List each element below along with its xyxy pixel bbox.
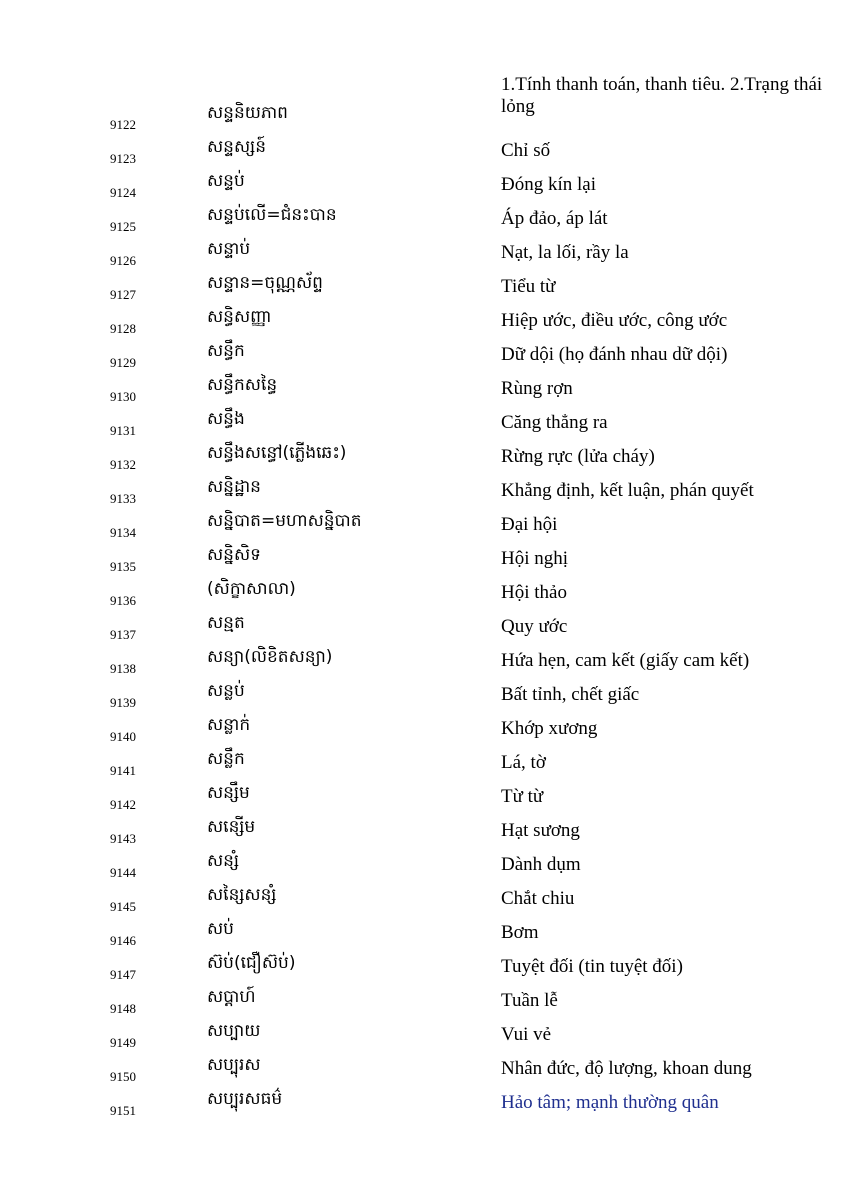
entry-number: 9143 bbox=[110, 831, 136, 846]
vietnamese-meaning: Bơm bbox=[501, 922, 539, 943]
khmer-term: សន្លាក់ bbox=[207, 715, 251, 735]
vietnamese-meaning: Hứa hẹn, cam kết (giấy cam kết) bbox=[501, 650, 750, 671]
entry-9139 bbox=[0, 682, 848, 716]
entry-9124 bbox=[0, 172, 848, 206]
khmer-term: សន្ធឹក bbox=[207, 341, 245, 361]
entry-number: 9141 bbox=[110, 763, 136, 778]
vietnamese-meaning: Khớp xương bbox=[501, 718, 598, 739]
khmer-term: សន្លឹក bbox=[207, 749, 245, 769]
vietnamese-meaning: Hội nghị bbox=[501, 548, 569, 569]
khmer-term: សប្តាហ៍ bbox=[207, 987, 256, 1007]
entry-9142 bbox=[0, 784, 848, 818]
khmer-term: សន្និបាត=មហាសន្និបាត bbox=[207, 511, 362, 531]
entry-number: 9132 bbox=[110, 457, 136, 472]
entry-number: 9150 bbox=[110, 1069, 136, 1084]
khmer-term: សប្បុរស bbox=[207, 1055, 261, 1075]
vietnamese-meaning: Đại hội bbox=[501, 514, 558, 535]
entry-9130 bbox=[0, 376, 848, 410]
entry-9147 bbox=[0, 954, 848, 988]
entry-9151 bbox=[0, 1090, 848, 1124]
entry-number: 9149 bbox=[110, 1035, 136, 1050]
vietnamese-meaning: Căng thẳng ra bbox=[501, 412, 608, 433]
entry-number: 9128 bbox=[110, 321, 136, 336]
entry-9140 bbox=[0, 716, 848, 750]
vietnamese-meaning: Dành dụm bbox=[501, 854, 581, 875]
khmer-term: សន្មត bbox=[207, 613, 245, 633]
vietnamese-meaning-link[interactable]: Hảo tâm; mạnh thường quân bbox=[501, 1092, 719, 1113]
vietnamese-meaning: Quy ước bbox=[501, 616, 568, 637]
entry-9126 bbox=[0, 240, 848, 274]
vietnamese-meaning: Vui vẻ bbox=[501, 1024, 552, 1045]
entry-number: 9147 bbox=[110, 967, 136, 982]
khmer-term: សន្និដ្ឋាន bbox=[207, 477, 261, 497]
khmer-term: សប្បុរសធម៌ bbox=[207, 1089, 283, 1109]
khmer-term: សន្ទាប់ bbox=[207, 239, 251, 259]
vietnamese-meaning: Khẳng định, kết luận, phán quyết bbox=[501, 480, 754, 501]
entry-number: 9139 bbox=[110, 695, 136, 710]
khmer-term: សន្ទប់ bbox=[207, 171, 245, 191]
khmer-term: សន្យា(លិខិតសន្យា) bbox=[207, 647, 333, 667]
khmer-term: (សិក្ខាសាលា) bbox=[207, 579, 296, 599]
entry-number: 9140 bbox=[110, 729, 136, 744]
entry-9141 bbox=[0, 750, 848, 784]
khmer-term: ស៊ប់(ជឿស៊ប់) bbox=[207, 953, 296, 973]
vietnamese-meaning: Đóng kín lại bbox=[501, 174, 596, 195]
khmer-term: សន្ទនិយភាព bbox=[207, 103, 288, 123]
entry-9128 bbox=[0, 308, 848, 342]
entry-number: 9127 bbox=[110, 287, 136, 302]
entry-number: 9144 bbox=[110, 865, 136, 880]
khmer-term: សន្ធឹងសន្ធៅ(ភ្លើងឆេះ) bbox=[207, 443, 347, 463]
khmer-term: សន្ទប់លើ=ជំនះបាន bbox=[207, 205, 337, 225]
vietnamese-meaning: Hiệp ước, điều ước, công ước bbox=[501, 310, 728, 331]
vietnamese-meaning: Chắt chiu bbox=[501, 888, 575, 909]
khmer-term: សន្ធិសញ្ញា bbox=[207, 307, 272, 327]
vietnamese-meaning: Tuyệt đối (tin tuyệt đối) bbox=[501, 956, 683, 977]
vietnamese-meaning: Hội thảo bbox=[501, 582, 567, 603]
entry-9150 bbox=[0, 1056, 848, 1090]
entry-number: 9135 bbox=[110, 559, 136, 574]
entry-number: 9126 bbox=[110, 253, 136, 268]
entry-9138 bbox=[0, 648, 848, 682]
entry-9135 bbox=[0, 546, 848, 580]
vietnamese-meaning: Tiểu từ bbox=[501, 276, 556, 297]
entry-number: 9124 bbox=[110, 185, 136, 200]
vietnamese-meaning: Tuần lễ bbox=[501, 990, 558, 1011]
entry-number: 9134 bbox=[110, 525, 136, 540]
entry-number: 9145 bbox=[110, 899, 136, 914]
khmer-term: សន្ធឹង bbox=[207, 409, 245, 429]
vietnamese-meaning: Bất tỉnh, chết giấc bbox=[501, 684, 640, 705]
khmer-term: សន្និសិទ bbox=[207, 545, 261, 565]
khmer-term: សន្សៃសន្សំ bbox=[207, 885, 277, 905]
khmer-term: សន្លប់ bbox=[207, 681, 245, 701]
entry-number: 9136 bbox=[110, 593, 136, 608]
entry-9136 bbox=[0, 580, 848, 614]
entry-9149 bbox=[0, 1022, 848, 1056]
entry-9137 bbox=[0, 614, 848, 648]
entry-9123 bbox=[0, 138, 848, 172]
entry-9125 bbox=[0, 206, 848, 240]
entry-number: 9122 bbox=[110, 117, 136, 132]
entry-number: 9146 bbox=[110, 933, 136, 948]
khmer-term: សន្សើម bbox=[207, 817, 256, 837]
entry-number: 9138 bbox=[110, 661, 136, 676]
entry-number: 9131 bbox=[110, 423, 136, 438]
vietnamese-meaning: Áp đảo, áp lát bbox=[501, 208, 608, 229]
entry-9145 bbox=[0, 886, 848, 920]
entry-9131 bbox=[0, 410, 848, 444]
vietnamese-meaning: Dữ dội (họ đánh nhau dữ dội) bbox=[501, 344, 728, 365]
entry-9134 bbox=[0, 512, 848, 546]
vietnamese-meaning: Hạt sương bbox=[501, 820, 580, 841]
vietnamese-meaning: Rừng rực (lửa cháy) bbox=[501, 446, 655, 467]
entry-number: 9125 bbox=[110, 219, 136, 234]
vietnamese-meaning: 1.Tính thanh toán, thanh tiêu. 2.Trạng thái lỏng bbox=[501, 74, 823, 117]
entry-9122 bbox=[0, 74, 848, 138]
entry-number: 9137 bbox=[110, 627, 136, 642]
vietnamese-meaning: Rùng rợn bbox=[501, 378, 573, 399]
vietnamese-meaning: Nhân đức, độ lượng, khoan dung bbox=[501, 1058, 752, 1079]
khmer-term: សន្ទស្សន៍ bbox=[207, 137, 267, 157]
entry-number: 9133 bbox=[110, 491, 136, 506]
entry-9127 bbox=[0, 274, 848, 308]
entry-number: 9142 bbox=[110, 797, 136, 812]
entry-9133 bbox=[0, 478, 848, 512]
khmer-term: សន្ទាន=ចុណ្ណស័ព្ទ bbox=[207, 273, 323, 293]
entry-number: 9148 bbox=[110, 1001, 136, 1016]
vietnamese-meaning: Nạt, la lối, rầy la bbox=[501, 242, 629, 263]
khmer-term: សន្សឹម bbox=[207, 783, 250, 803]
entry-9143 bbox=[0, 818, 848, 852]
entry-9144 bbox=[0, 852, 848, 886]
khmer-term: សប្បាយ bbox=[207, 1021, 261, 1041]
khmer-term: សប់ bbox=[207, 919, 234, 939]
vietnamese-meaning: Từ từ bbox=[501, 786, 544, 807]
entry-number: 9123 bbox=[110, 151, 136, 166]
entry-9148 bbox=[0, 988, 848, 1022]
vietnamese-meaning: Lá, tờ bbox=[501, 752, 546, 773]
entry-9146 bbox=[0, 920, 848, 954]
entry-9132 bbox=[0, 444, 848, 478]
vietnamese-meaning: Chỉ số bbox=[501, 140, 551, 161]
entry-number: 9151 bbox=[110, 1103, 136, 1118]
khmer-term: សន្ធឹកសន្ធៃ bbox=[207, 375, 278, 395]
khmer-term: សន្សំ bbox=[207, 851, 240, 871]
entry-number: 9130 bbox=[110, 389, 136, 404]
entry-number: 9129 bbox=[110, 355, 136, 370]
entry-9129 bbox=[0, 342, 848, 376]
